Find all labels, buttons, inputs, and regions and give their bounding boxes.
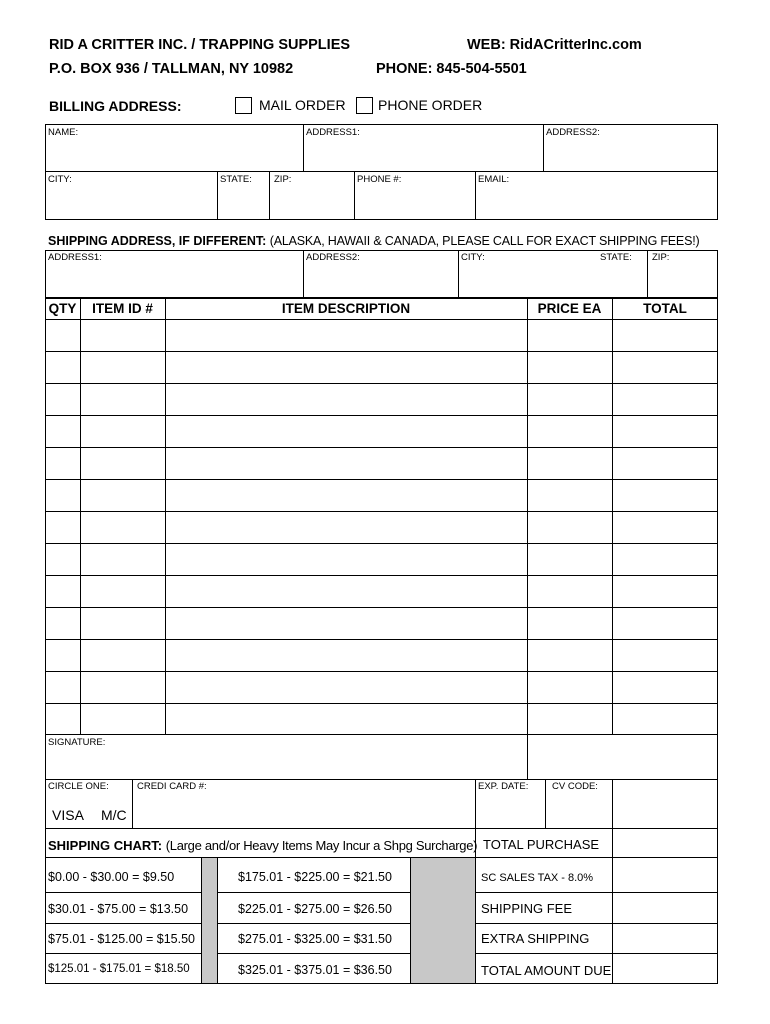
shipping-chart-title: SHIPPING CHART:	[48, 838, 163, 853]
city-field[interactable]: CITY:	[48, 174, 72, 185]
ship-address2-field[interactable]: ADDRESS2:	[306, 252, 360, 263]
email-field[interactable]: EMAIL:	[478, 174, 510, 185]
shipping-rate: $125.01 - $175.01 = $18.50	[48, 963, 190, 975]
items-vline	[612, 298, 613, 735]
qty-header: QTY	[48, 301, 77, 316]
items-vline	[80, 298, 81, 735]
address2-field[interactable]: ADDRESS2:	[546, 127, 600, 138]
billing-vline	[475, 171, 476, 220]
items-table	[45, 298, 718, 735]
billing-vline	[217, 171, 218, 220]
table-row-line	[45, 575, 718, 576]
mailing-address: P.O. BOX 936 / TALLMAN, NY 10982	[49, 61, 294, 77]
ship-vline	[303, 250, 304, 298]
table-row-line	[45, 383, 718, 384]
pay-vline	[527, 734, 528, 780]
exp-date-field[interactable]: EXP. DATE:	[478, 781, 529, 792]
shipping-rate: $30.01 - $75.00 = $13.50	[48, 902, 189, 916]
shipping-rate: $0.00 - $30.00 = $9.50	[48, 870, 175, 884]
table-row-line	[45, 511, 718, 512]
web-address: WEB: RidACritterInc.com	[467, 37, 642, 53]
pay-vline	[612, 779, 613, 829]
ship-vline	[458, 250, 459, 298]
phone-order-label: PHONE ORDER	[378, 97, 483, 113]
zip-field[interactable]: ZIP:	[274, 174, 292, 185]
shipping-address-header	[48, 234, 699, 248]
phone-order-checkbox[interactable]	[356, 97, 373, 114]
shipping-address-note: (ALASKA, HAWAII & CANADA, PLEASE CALL FOR EXACT SHIPPING FEES!)	[269, 234, 700, 248]
sales-tax-label: SC SALES TAX - 8.0%	[481, 872, 594, 884]
pay-vline	[545, 779, 546, 829]
chart-shade	[410, 858, 475, 983]
item-id-header: ITEM ID #	[92, 301, 153, 316]
table-row-line	[45, 703, 718, 704]
billing-vline	[303, 124, 304, 172]
pay-vline	[132, 779, 133, 829]
chart-vline	[217, 857, 218, 984]
chart-vline	[201, 857, 202, 984]
table-row-line	[45, 351, 718, 352]
chart-hline	[45, 892, 718, 893]
table-row-line	[45, 607, 718, 608]
company-name: RID A CRITTER INC. / TRAPPING SUPPLIES	[49, 37, 351, 53]
items-header-line	[45, 319, 718, 320]
shipping-fee-label: SHIPPING FEE	[481, 901, 573, 916]
phone-field[interactable]: PHONE #:	[357, 174, 402, 185]
chart-vline	[612, 828, 613, 984]
table-row-line	[45, 671, 718, 672]
ship-address1-field[interactable]: ADDRESS1:	[48, 252, 102, 263]
shipping-rate: $325.01 - $375.01 = $36.50	[238, 963, 392, 977]
mail-order-label: MAIL ORDER	[259, 97, 346, 113]
cv-code-field[interactable]: CV CODE:	[552, 781, 598, 792]
table-row-line	[45, 415, 718, 416]
chart-shade	[201, 858, 217, 983]
total-due-label: TOTAL AMOUNT DUE	[481, 963, 612, 978]
extra-shipping-label: EXTRA SHIPPING	[481, 931, 590, 946]
price-header: PRICE EA	[537, 301, 602, 316]
state-field[interactable]: STATE:	[220, 174, 252, 185]
circle-one-label: CIRCLE ONE:	[48, 781, 109, 792]
billing-vline	[354, 171, 355, 220]
items-vline	[165, 298, 166, 735]
shipping-rate: $275.01 - $325.00 = $31.50	[238, 932, 392, 946]
credit-card-field[interactable]: CREDI CARD #:	[137, 781, 207, 792]
name-field[interactable]: NAME:	[48, 127, 79, 138]
total-header: TOTAL	[643, 301, 687, 316]
signature-field[interactable]: SIGNATURE:	[48, 737, 106, 748]
chart-hline	[45, 923, 718, 924]
table-row-line	[45, 479, 718, 480]
visa-option[interactable]: VISA	[52, 807, 84, 823]
ship-city-field[interactable]: CITY:	[461, 252, 485, 263]
table-row-line	[45, 639, 718, 640]
mc-option[interactable]: M/C	[101, 807, 127, 823]
items-vline	[527, 298, 528, 735]
total-purchase-label: TOTAL PURCHASE	[483, 837, 600, 852]
shipping-chart-header	[48, 838, 477, 853]
shipping-address-title: SHIPPING ADDRESS, IF DIFFERENT:	[48, 234, 267, 248]
ship-state-field[interactable]: STATE:	[600, 252, 632, 263]
billing-title: BILLING ADDRESS:	[49, 98, 182, 114]
phone-number: PHONE: 845-504-5501	[376, 61, 527, 77]
table-row-line	[45, 543, 718, 544]
chart-hline	[45, 953, 718, 954]
mail-order-checkbox[interactable]	[235, 97, 252, 114]
shipping-rate: $225.01 - $275.00 = $26.50	[238, 902, 392, 916]
shipping-rate: $175.01 - $225.00 = $21.50	[238, 870, 392, 884]
ship-vline	[647, 250, 648, 298]
billing-vline	[543, 124, 544, 172]
shipping-rate: $75.01 - $125.00 = $15.50	[48, 932, 196, 946]
shipping-chart-note: (Large and/or Heavy Items May Incur a Shpg Surcharge)	[165, 838, 478, 853]
pay-vline	[475, 779, 476, 829]
billing-divider	[45, 171, 718, 172]
chart-hline	[45, 857, 718, 858]
table-row-line	[45, 447, 718, 448]
chart-vline	[410, 857, 411, 984]
address1-field[interactable]: ADDRESS1:	[306, 127, 360, 138]
description-header: ITEM DESCRIPTION	[281, 301, 411, 316]
ship-zip-field[interactable]: ZIP:	[652, 252, 670, 263]
billing-vline	[269, 171, 270, 220]
